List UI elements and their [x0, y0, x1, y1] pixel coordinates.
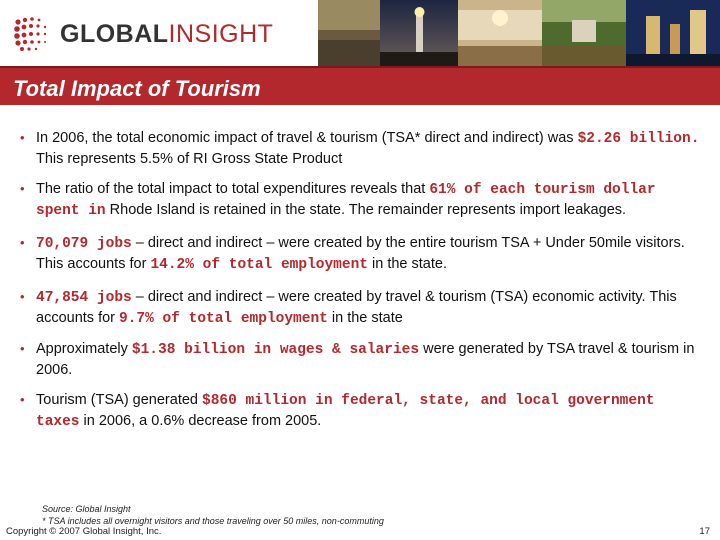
body-text: This represents 5.5% of RI Gross State Product	[36, 151, 343, 167]
highlight-text: 47,854 jobs	[36, 290, 132, 306]
bullet-list	[20, 128, 700, 432]
bullet-item	[20, 339, 700, 380]
body-text: Tourism (TSA) generated	[36, 392, 203, 408]
highlight-text: 14.2% of total employment	[150, 257, 368, 273]
title-bar	[0, 66, 720, 105]
header	[0, 0, 720, 66]
highlight-text: 61% of each tourism dollar spent in	[36, 182, 656, 219]
body-text: The ratio of the total impact to total expenditures reveals that	[36, 181, 430, 197]
harbor-photo	[318, 0, 380, 66]
slide-title: Total Impact of Tourism	[13, 76, 261, 101]
bullet-item	[20, 287, 700, 329]
body-text: were generated by TSA travel & tourism in 2006.	[36, 341, 695, 378]
bullet-item	[20, 233, 700, 275]
bullet-item	[20, 128, 700, 169]
page-number: 17	[699, 526, 710, 537]
header-photo-strip	[318, 0, 720, 66]
lighthouse-photo	[380, 0, 458, 66]
garden-photo	[542, 0, 626, 66]
highlight-text: 9.7% of total employment	[119, 311, 328, 327]
brand-name: GLOBALINSIGHT	[60, 19, 274, 48]
copyright: Copyright © 2007 Global Insight, Inc.	[6, 526, 162, 537]
body-text: in the state.	[367, 256, 447, 272]
body-text: – direct and indirect – were created by the entire tourism TSA + Under 50mile visitors. This accounts for	[36, 235, 685, 272]
globe-dots-icon	[12, 14, 52, 54]
body-text: Approximately	[36, 341, 132, 357]
body-text: in the state	[327, 310, 403, 326]
highlight-text: 70,079 jobs	[36, 236, 132, 252]
highlight-text: $2.26 billion.	[577, 131, 700, 147]
body-text: – direct and indirect – were created by travel & tourism (TSA) economic activity. This accounts for	[36, 289, 677, 326]
body-text: Rhode Island is retained in the state. The remainder represents import leakages.	[105, 202, 627, 218]
ballroom-photo	[458, 0, 542, 66]
source-note: Source: Global Insight	[42, 504, 131, 514]
bullet-item	[20, 390, 700, 432]
body-text: In 2006, the total economic impact of travel & tourism (TSA* direct and indirect) was	[36, 130, 578, 146]
highlight-text: $1.38 billion in wages & salaries	[131, 342, 420, 358]
highlight-text: $860 million in federal, state, and local government taxes	[36, 393, 655, 430]
global-insight-logo	[12, 14, 273, 54]
body-text: in 2006, a 0.6% decrease from 2005.	[79, 413, 322, 429]
city-night-photo	[626, 0, 720, 66]
footnotes	[42, 503, 384, 527]
tsa-note: * TSA includes all overnight visitors and those traveling over 50 miles, non-commuting	[42, 516, 384, 526]
bullet-item	[20, 179, 700, 221]
